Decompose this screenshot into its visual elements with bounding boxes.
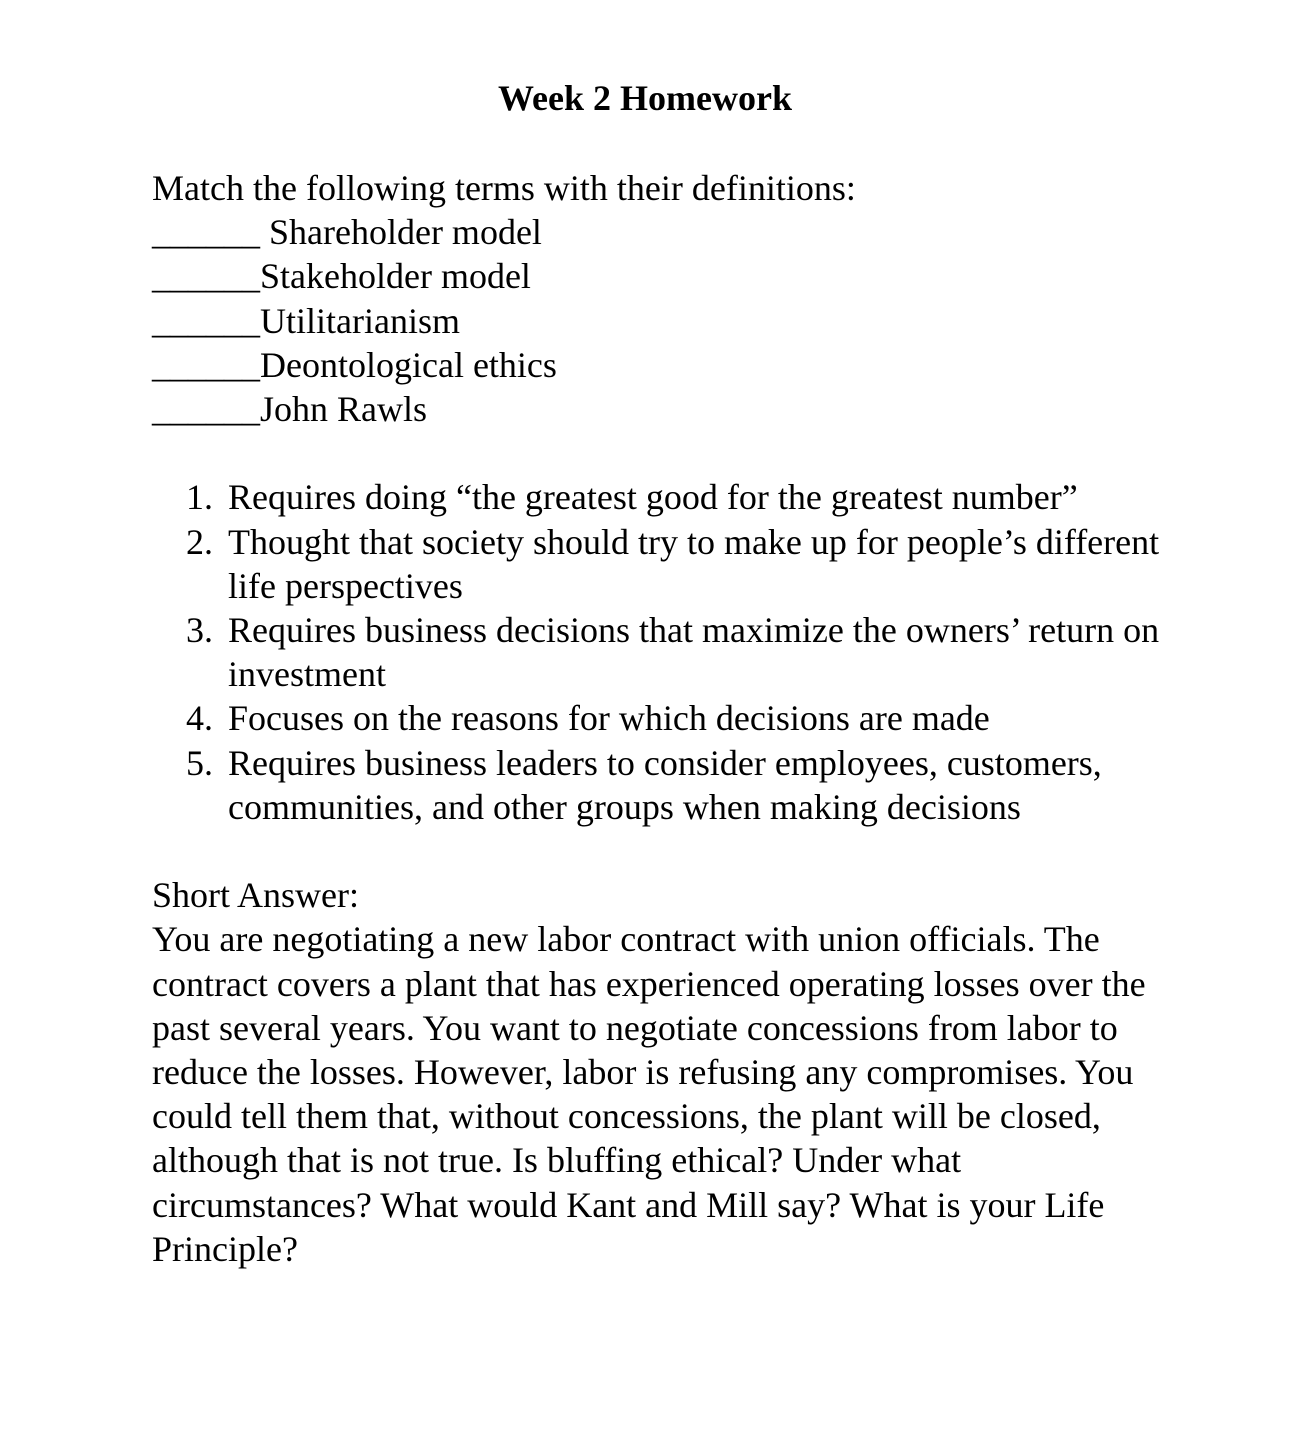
short-answer-heading: Short Answer:: [152, 875, 359, 916]
definition-text: Requires business leaders to consider employees, customers, communities, and other groups when making decisions: [228, 742, 1102, 827]
matching-instruction: Match the following terms with their definitions:: [152, 168, 856, 208]
short-answer-prompt: You are negotiating a new labor contract with union officials. The contract covers a plant that has experienced operating losses over the past several years. You want to negotiate concessions from labor to reduce the losses. However, labor is refusing any compromises. You could tell them that, without concessions, the plant will be closed, although that is not true. Is bluffing ethical? Under what circumstances? What would Kant and Mill say? What is your Life Principle?: [152, 919, 1146, 1269]
answer-blank: ______: [152, 212, 269, 253]
term-label: Deontological ethics: [260, 344, 557, 385]
page-title: Week 2 Homework: [498, 78, 792, 118]
definition-item: [152, 696, 1162, 740]
definition-text: Thought that society should try to make up for people’s different life perspectives: [228, 521, 1160, 606]
term-item: [152, 254, 1162, 298]
answer-blank: ______: [152, 388, 260, 429]
definition-item: [152, 475, 1162, 519]
term-item: [152, 343, 1162, 387]
definition-text: Requires doing “the greatest good for the greatest number”: [228, 477, 1078, 518]
term-item: [152, 210, 1162, 254]
definition-number: 4.: [186, 698, 213, 739]
definition-item: [152, 520, 1162, 608]
answer-blank: ______: [152, 300, 260, 341]
answer-blank: ______: [152, 256, 260, 297]
definition-number: 2.: [186, 521, 213, 562]
definition-number: 5.: [186, 742, 213, 783]
term-item: [152, 299, 1162, 343]
definition-number: 3.: [186, 609, 213, 650]
definition-text: Requires business decisions that maximize the owners’ return on investment: [228, 609, 1160, 695]
spacer: [152, 431, 1162, 475]
definition-item: [152, 608, 1162, 696]
term-label: Utilitarianism: [260, 300, 460, 341]
term-list: [152, 210, 1162, 431]
definition-list: [152, 475, 1162, 829]
document-body: [152, 166, 1162, 1271]
spacer: [152, 829, 1162, 873]
definition-number: 1.: [186, 477, 213, 518]
term-label: Shareholder model: [269, 212, 542, 253]
term-label: Stakeholder model: [260, 256, 531, 297]
definition-text: Focuses on the reasons for which decisions are made: [228, 698, 990, 739]
definition-item: [152, 741, 1162, 829]
term-item: [152, 387, 1162, 431]
term-label: John Rawls: [260, 388, 428, 429]
answer-blank: ______: [152, 344, 260, 385]
